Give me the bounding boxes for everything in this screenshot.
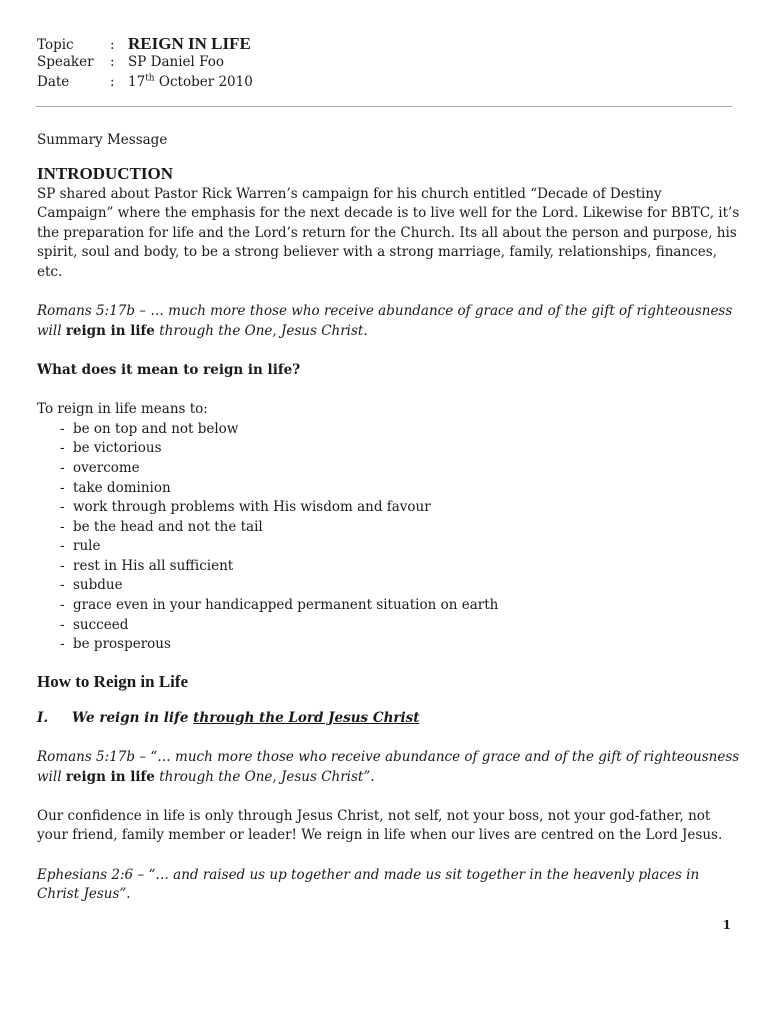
verse-text-end: through the One, Jesus Christ”. <box>154 768 375 785</box>
list-dash: - <box>60 420 65 437</box>
list-item-text: rule <box>73 538 101 555</box>
list-item <box>60 439 742 459</box>
message-header <box>37 34 253 94</box>
confidence-paragraph: Our confidence in life is only through Jesus Christ, not self, not your boss, not your god-father, not your friend, family member or leader! We reign in life when our lives are centred on the Lord Jesus. <box>37 807 723 844</box>
list-item <box>60 479 742 499</box>
date-value <box>128 74 253 90</box>
verse-emphasis: reign in life <box>65 322 155 339</box>
how-to-heading: How to Reign in Life <box>37 671 189 691</box>
topic-row <box>37 34 253 54</box>
summary-label: Summary Message <box>37 132 168 148</box>
speaker-value: SP Daniel Foo <box>128 54 224 70</box>
list-item <box>60 616 742 636</box>
verse-text-end: through the One, Jesus Christ. <box>154 322 368 339</box>
list-item-text: be prosperous <box>73 636 171 653</box>
list-dash: - <box>60 440 65 457</box>
ephesians-verse: Ephesians 2:6 – “… and raised us up together and made us sit together in the heavenly places in Christ Jesus”. <box>37 866 700 903</box>
topic-label: Topic <box>37 37 74 53</box>
list-item-text: subdue <box>73 577 123 594</box>
date-day: 17 <box>128 74 146 90</box>
introduction-heading: INTRODUCTION <box>37 163 174 183</box>
list-item-text: succeed <box>73 616 129 633</box>
list-item <box>60 635 742 655</box>
date-separator: : <box>110 74 115 90</box>
meaning-list <box>37 420 742 655</box>
list-item-text: take dominion <box>73 479 171 496</box>
list-dash: - <box>60 518 65 535</box>
topic-value: REIGN IN LIFE <box>128 34 251 53</box>
speaker-label: Speaker <box>37 54 94 70</box>
list-dash: - <box>60 557 65 574</box>
point-number: I. <box>37 709 49 726</box>
date-label: Date <box>37 74 70 90</box>
date-suffix: th <box>145 73 155 84</box>
list-item <box>60 518 742 538</box>
list-item <box>60 596 742 616</box>
spacer <box>37 787 742 807</box>
list-item-text: rest in His all sufficient <box>73 557 234 574</box>
list-item <box>60 420 742 440</box>
list-item-text: be the head and not the tail <box>73 518 263 535</box>
list-dash: - <box>60 499 65 516</box>
list-item-text: overcome <box>73 459 140 476</box>
spacer <box>37 341 742 361</box>
how-to-verse <box>37 748 742 787</box>
introduction-verse <box>37 302 742 341</box>
list-item-text: be victorious <box>73 440 162 457</box>
list-item <box>60 557 742 577</box>
date-rest: October 2010 <box>154 74 253 90</box>
verse-emphasis: reign in life <box>65 768 155 785</box>
point-text-lead: We reign in life <box>72 709 194 726</box>
list-dash: - <box>60 636 65 653</box>
point-text <box>72 709 420 729</box>
list-dash: - <box>60 459 65 476</box>
list-item <box>60 498 742 518</box>
speaker-separator: : <box>110 54 115 70</box>
list-item-text: work through problems with His wisdom and favour <box>73 499 431 516</box>
page-number: 1 <box>722 918 731 932</box>
spacer <box>37 283 742 303</box>
spacer <box>37 728 742 748</box>
introduction-paragraph: SP shared about Pastor Rick Warren’s campaign for his church entitled “Decade of Destiny Campaign” where the emphasis for the next decade is to live well for the Lord. Likewise for BBTC, it’s the preparation for life and the Lord’s return for the Church. Its all about the person and purpose, his spirit, soul and body, to be a strong believer with a strong marriage, family, relationships, finances, etc. <box>37 185 740 280</box>
list-item-text: be on top and not below <box>73 420 239 437</box>
document-body <box>37 131 742 905</box>
verse-text: Romans 5:17b – “… much more those who receive abundance of grace and of the gift of righteousness will <box>37 749 740 785</box>
list-item <box>60 459 742 479</box>
header-divider <box>36 106 732 107</box>
list-dash: - <box>60 577 65 594</box>
meaning-question: What does it mean to reign in life? <box>37 361 301 378</box>
list-dash: - <box>60 538 65 555</box>
spacer <box>37 846 742 866</box>
spacer <box>37 381 742 401</box>
list-dash: - <box>60 479 65 496</box>
topic-separator: : <box>110 37 115 53</box>
list-item <box>60 537 742 557</box>
speaker-row <box>37 54 253 74</box>
list-dash: - <box>60 597 65 614</box>
point-text-underlined: through the Lord Jesus Christ <box>193 709 420 726</box>
list-item <box>60 576 742 596</box>
date-row <box>37 74 253 94</box>
list-dash: - <box>60 616 65 633</box>
point-heading <box>37 709 742 729</box>
meaning-lead: To reign in life means to: <box>37 401 208 418</box>
list-item-text: grace even in your handicapped permanent situation on earth <box>73 597 499 614</box>
verse-text: Romans 5:17b – … much more those who receive abundance of grace and of the gift of righteousness will <box>37 303 733 339</box>
